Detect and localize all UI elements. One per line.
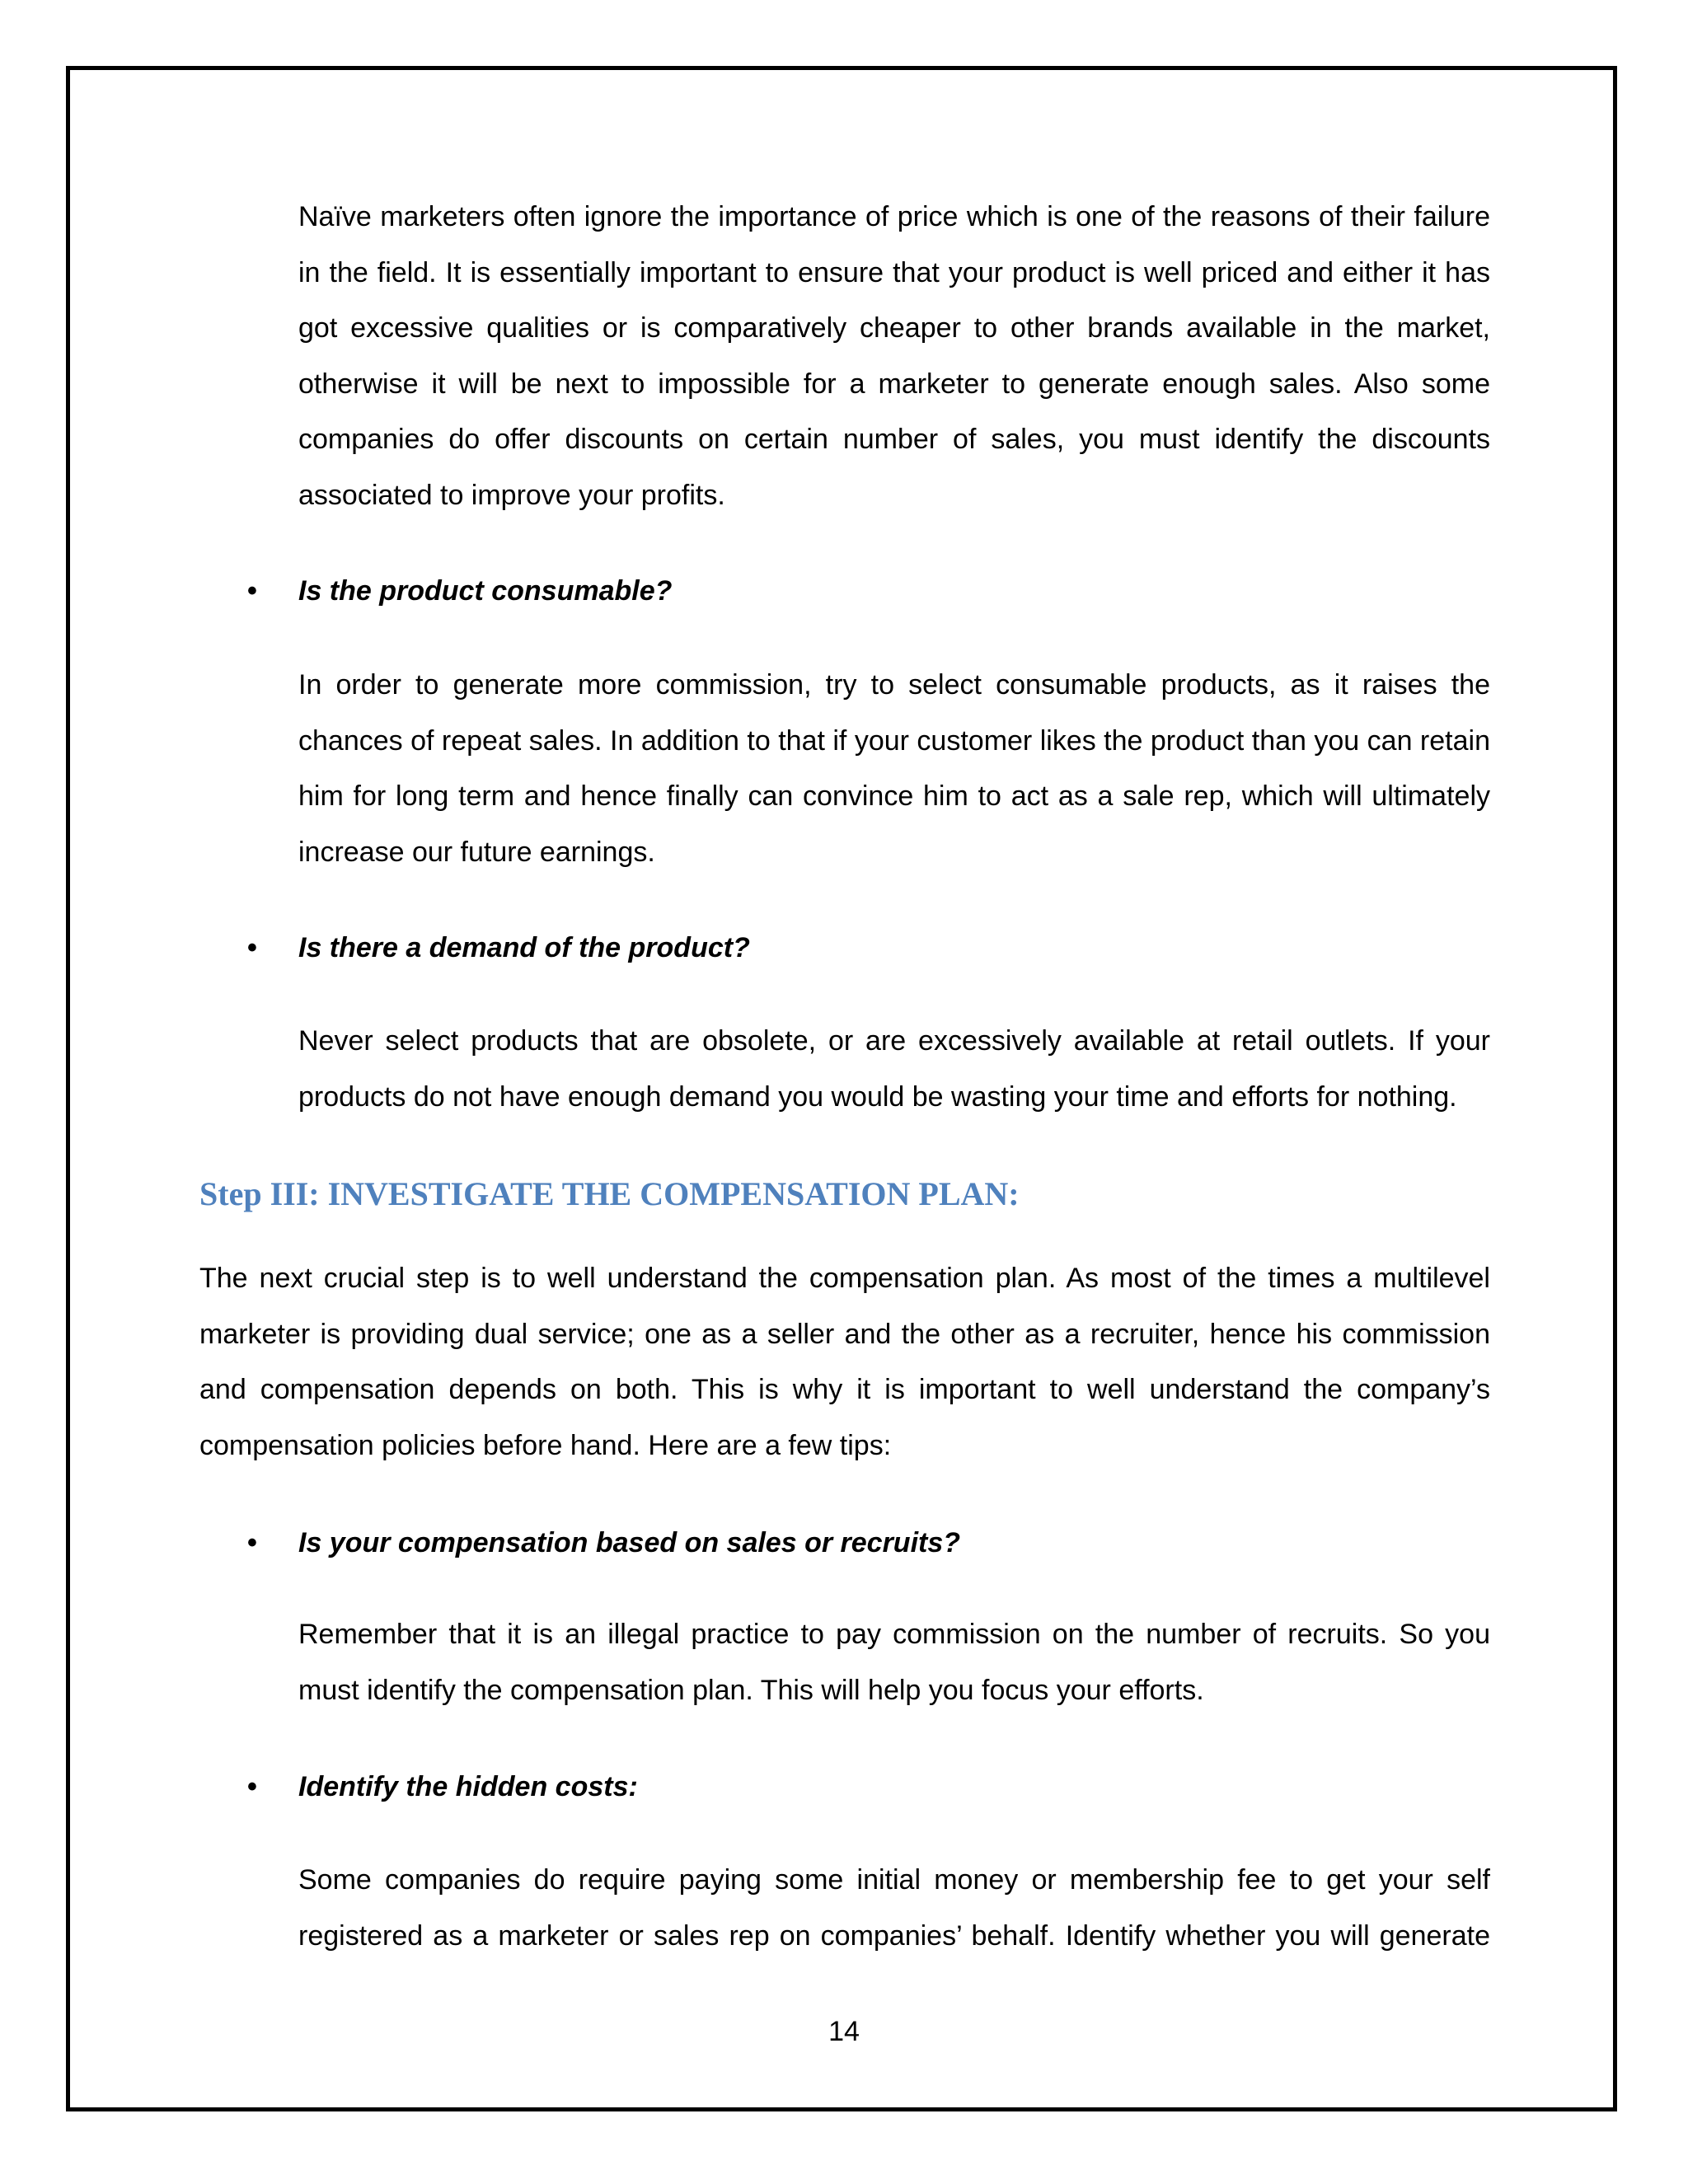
paragraph-price: Naïve marketers often ignore the importance of price which is one of the reasons of their failure in the field. It is essentially important to ensure that your product is well priced and either it has got excessive qualities or is comparatively cheaper to other brands available in the market, otherwise it will be next to impossible for a marketer to generate enough sales. Also some companies do offer discounts on certain number of sales, you must identify the discounts associated to improve your profits.	[298, 201, 1490, 511]
section-heading-step-3: Step III: INVESTIGATE THE COMPENSATION PLAN:	[199, 1175, 1020, 1212]
page-number: 14	[828, 2016, 860, 2047]
bullet-heading-hidden-costs: Identify the hidden costs:	[298, 1771, 638, 1802]
paragraph-hidden-costs: Some companies do require paying some initial money or membership fee to get your self registered as a marketer or sales rep on companies’ behalf. Identify whether you will generate	[298, 1864, 1490, 1952]
bullet-heading-sales-recruits: Is your compensation based on sales or recruits?	[298, 1527, 961, 1558]
bullet-heading-demand: Is there a demand of the product?	[298, 932, 750, 963]
paragraph-compensation: The next crucial step is to well understand the compensation plan. As most of the times a multilevel marketer is providing dual service; one as a seller and the other as a recruiter, hence his commission and compensation depends on both. This is why it is important to well understand the company’s compensation policies before hand. Here are a few tips:	[199, 1263, 1490, 1461]
bullet-icon: •	[247, 932, 257, 963]
bullet-icon: •	[247, 1771, 257, 1802]
paragraph-sales-recruits: Remember that it is an illegal practice to pay commission on the number of recruits. So you must identify the compensation plan. This will help you focus your efforts.	[298, 1619, 1490, 1706]
bullet-icon: •	[247, 1527, 257, 1558]
paragraph-demand: Never select products that are obsolete, or are excessively available at retail outlets. If your products do not have enough demand you would be wasting your time and efforts for nothing.	[298, 1025, 1490, 1113]
bullet-icon: •	[247, 575, 257, 607]
bullet-heading-consumable: Is the product consumable?	[298, 575, 673, 607]
paragraph-consumable: In order to generate more commission, try to select consumable products, as it raises the chances of repeat sales. In addition to that if your customer likes the product than you can retain him for long term and hence finally can convince him to act as a sale rep, which will ultimately increase our future earnings.	[298, 669, 1490, 868]
